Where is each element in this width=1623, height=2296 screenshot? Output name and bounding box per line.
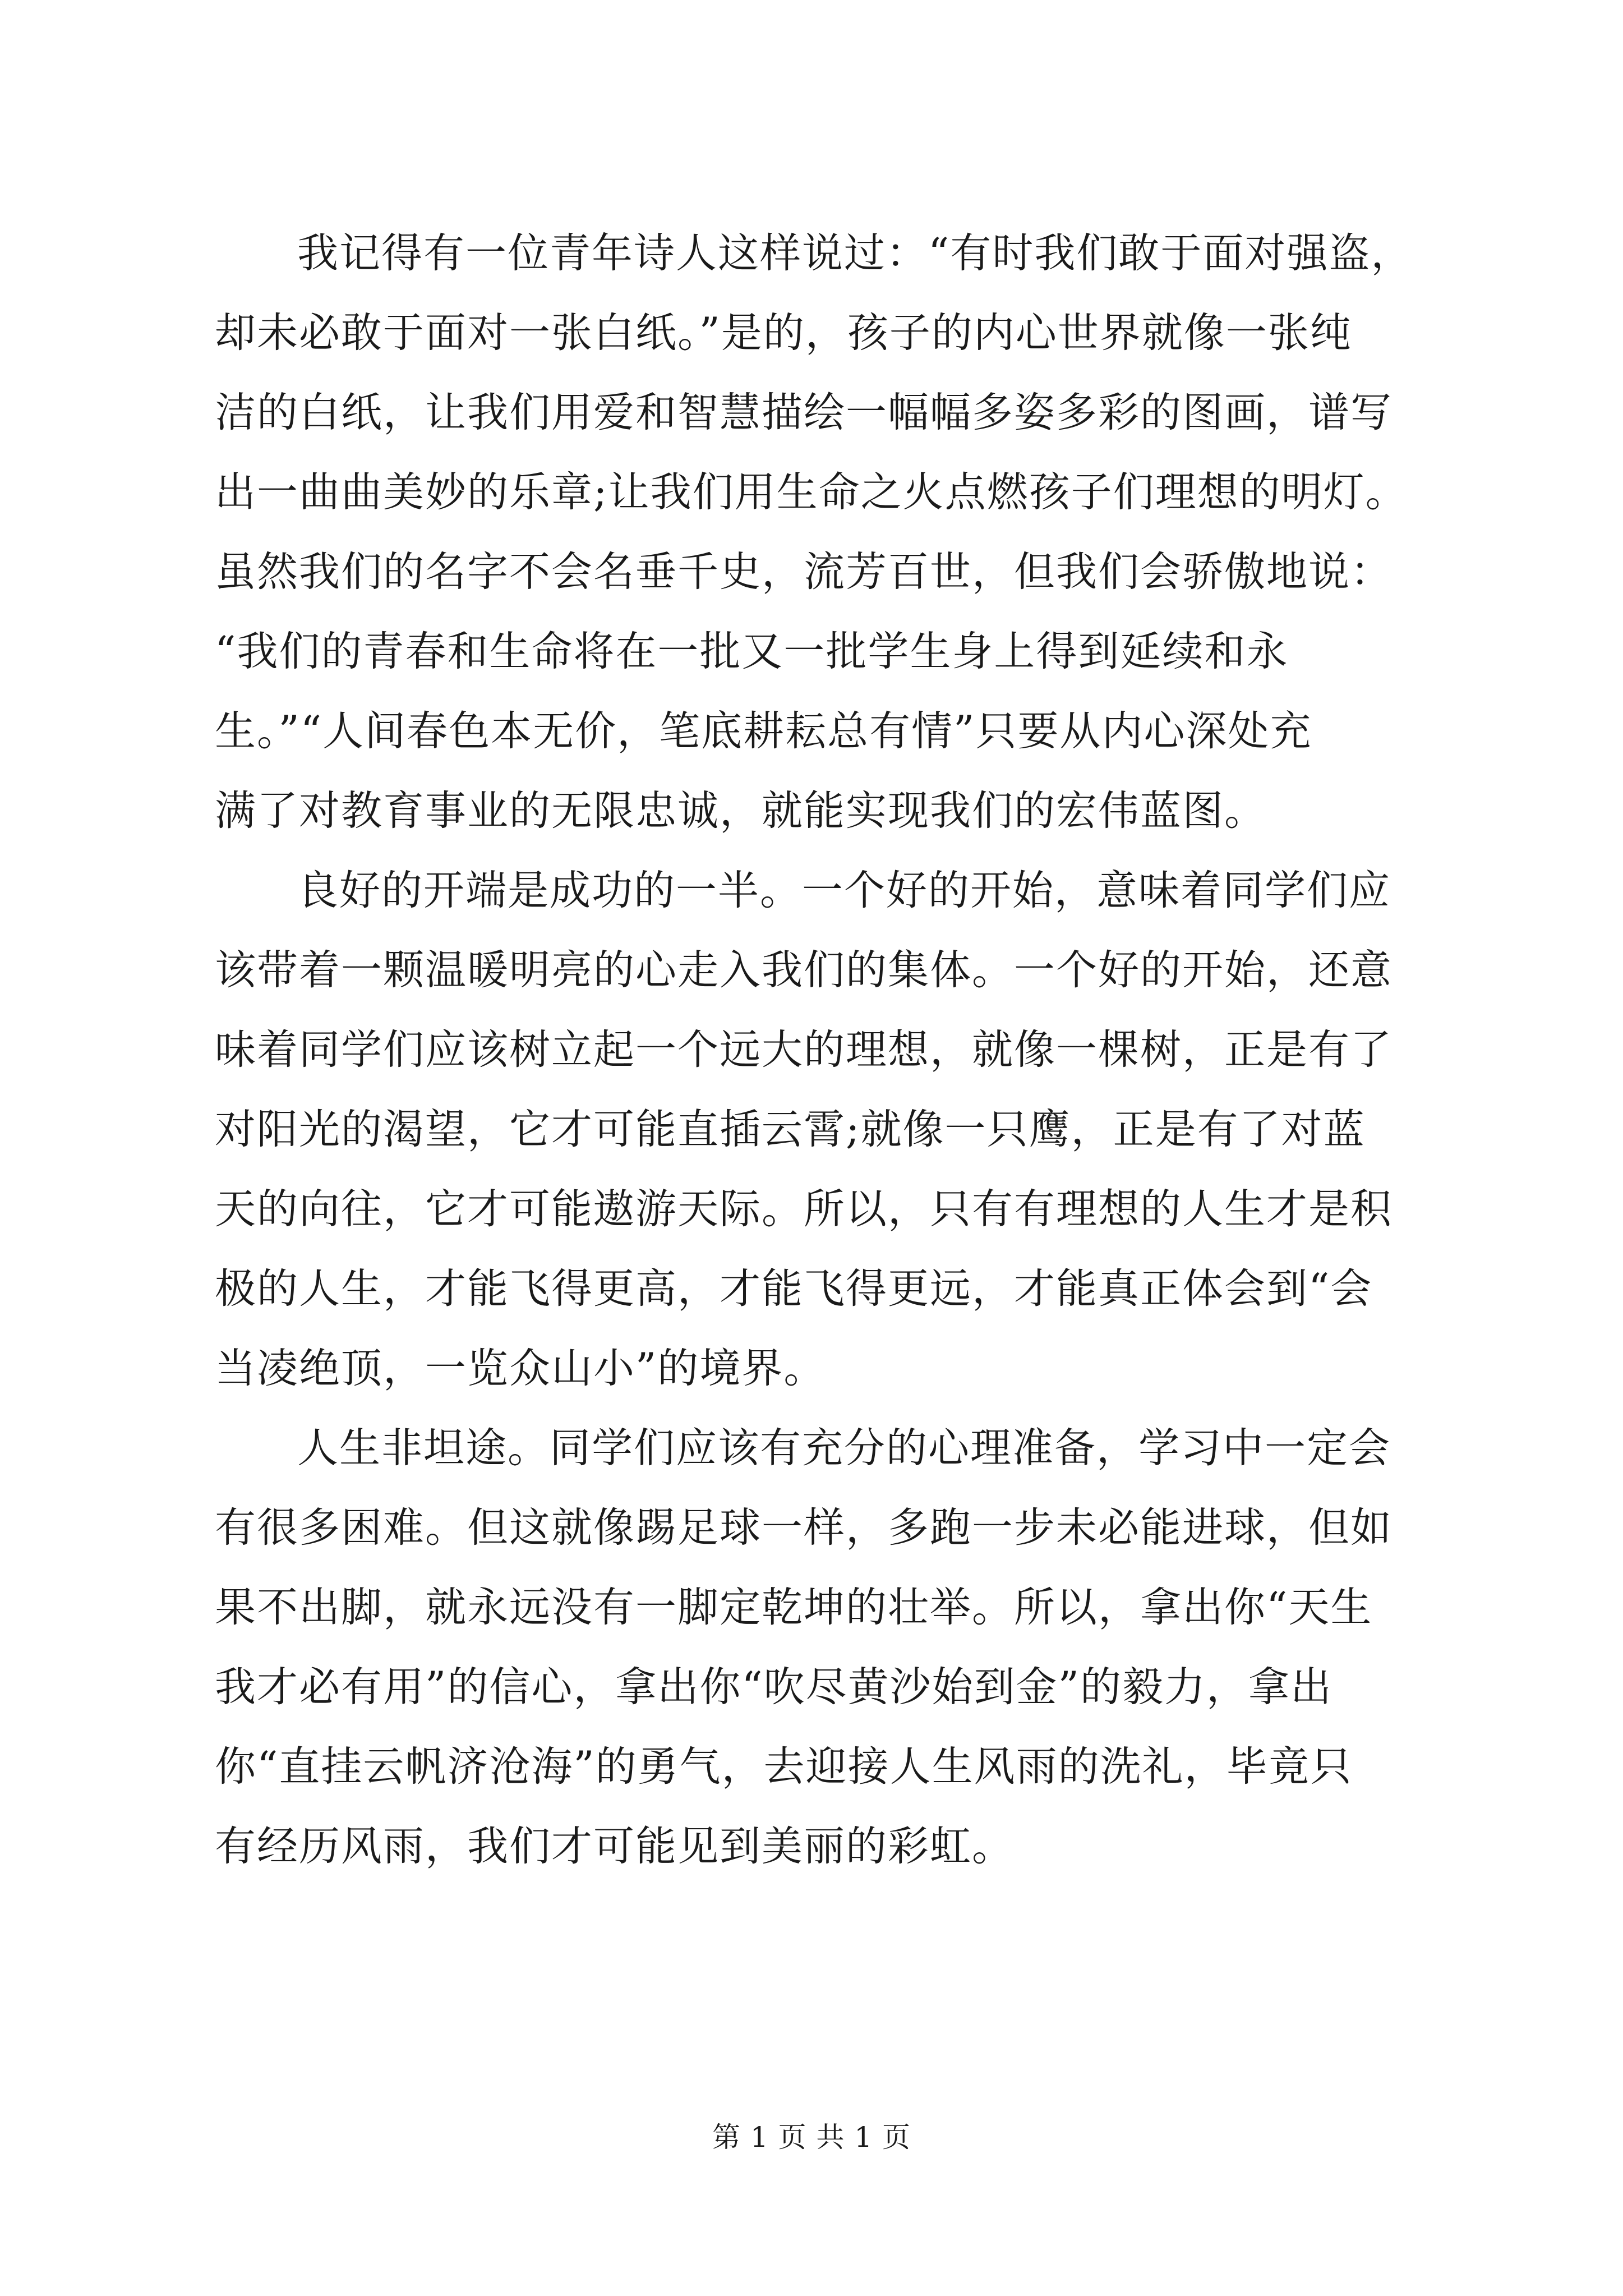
paragraph-1-line-7: 生。”“人间春色本无价，笔底耕耘总有情”只要从内心深处充 <box>215 707 1312 755</box>
paragraph-1-line-8: 满了对教育事业的无限忠诚，就能实现我们的宏伟蓝图。 <box>215 787 1266 835</box>
paragraph-1-line-3: 洁的白纸，让我们用爱和智慧描绘一幅幅多姿多彩的图画，谱写 <box>215 389 1393 436</box>
paragraph-2-line-3: 味着同学们应该树立起一个远大的理想，就像一棵树，正是有了 <box>215 1026 1393 1074</box>
paragraph-2-line-1: 良好的开端是成功的一半。一个好的开始，意味着同学们应 <box>297 867 1391 914</box>
paragraph-2-line-6: 极的人生，才能飞得更高，才能飞得更远，才能真正体会到“会 <box>215 1265 1373 1313</box>
paragraph-3-line-3: 果不出脚，就永远没有一脚定乾坤的壮举。所以，拿出你“天生 <box>215 1584 1373 1631</box>
paragraph-2-line-7: 当凌绝顶，一览众山小”的境界。 <box>215 1345 826 1392</box>
paragraph-3-line-5: 你“直挂云帆济沧海”的勇气，去迎接人生风雨的洗礼，毕竟只 <box>215 1743 1353 1791</box>
paragraph-3-line-2: 有很多困难。但这就像踢足球一样，多跑一步未必能进球，但如 <box>215 1504 1393 1552</box>
paragraph-1-line-4: 出一曲曲美妙的乐章;让我们用生命之火点燃孩子们理想的明灯。 <box>215 468 1408 516</box>
paragraph-2-line-2: 该带着一颗温暖明亮的心走入我们的集体。一个好的开始，还意 <box>215 946 1393 994</box>
document-body <box>215 214 1449 1887</box>
paragraph-3-line-4: 我才必有用”的信心，拿出你“吹尽黄沙始到金”的毅力，拿出 <box>215 1663 1332 1711</box>
paragraph-2-line-5: 天的向往，它才可能遨游天际。所以，只有有理想的人生才是积 <box>215 1185 1393 1233</box>
paragraph-1-line-5: 虽然我们的名字不会名垂千史，流芳百世，但我们会骄傲地说： <box>215 548 1393 596</box>
paragraph-1-line-1: 我记得有一位青年诗人这样说过：“有时我们敢于面对强盗， <box>297 229 1413 277</box>
paragraph-1-line-6: “我们的青春和生命将在一批又一批学生身上得到延续和永 <box>215 628 1289 675</box>
paragraph-3-line-1: 人生非坦途。同学们应该有充分的心理准备，学习中一定会 <box>297 1424 1391 1472</box>
paragraph-1-line-2: 却未必敢于面对一张白纸。”是的，孩子的内心世界就像一张纯 <box>215 309 1352 357</box>
page-footer: 第 1 页 共 1 页 <box>712 2121 911 2154</box>
paragraph-3-line-6: 有经历风雨，我们才可能见到美丽的彩虹。 <box>215 1823 1014 1870</box>
paragraph-2-line-4: 对阳光的渴望，它才可能直插云霄;就像一只鹰，正是有了对蓝 <box>215 1106 1366 1153</box>
